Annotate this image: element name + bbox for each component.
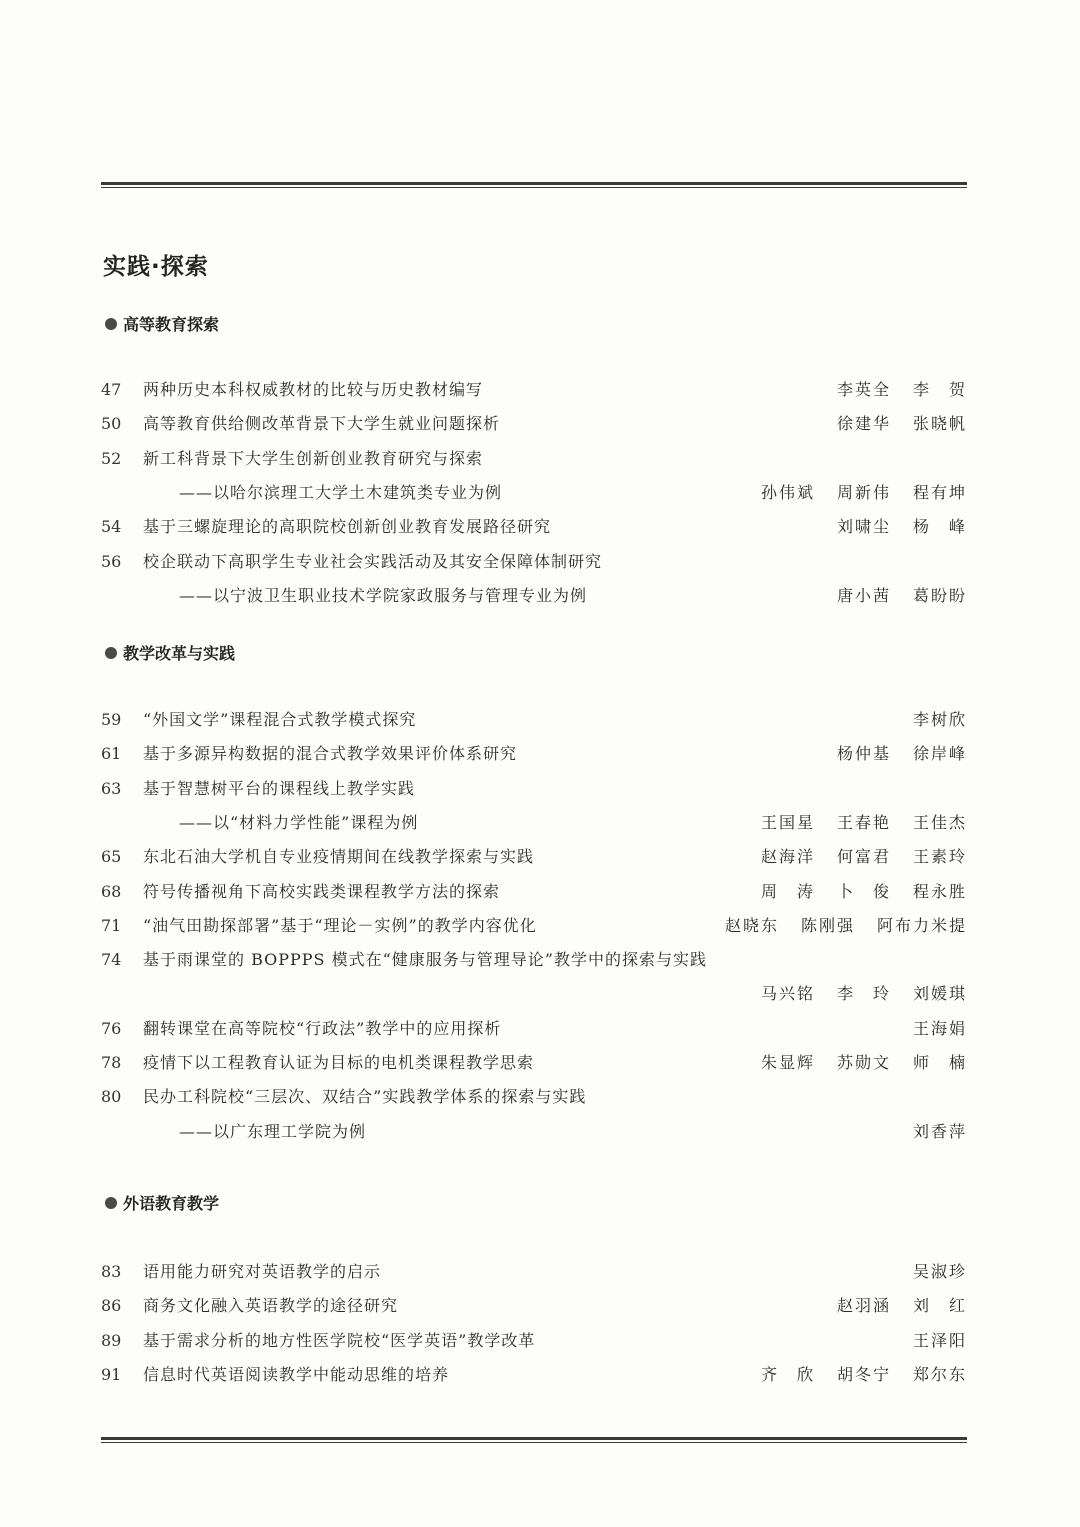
toc-entry[interactable] bbox=[101, 707, 967, 733]
page-number: 71 bbox=[101, 915, 122, 935]
category-heading bbox=[105, 312, 219, 335]
author-name: 刘媛琪 bbox=[912, 984, 967, 1004]
top-rule bbox=[101, 182, 967, 188]
page-number: 80 bbox=[101, 1087, 122, 1107]
page-number: 56 bbox=[101, 551, 122, 571]
toc-entry[interactable] bbox=[101, 1293, 967, 1319]
category-title: 教学改革与实践 bbox=[123, 644, 236, 663]
toc-entry[interactable] bbox=[101, 913, 967, 939]
author-name: 齐 欣 bbox=[760, 1364, 815, 1384]
article-title: 符号传播视角下高校实践类课程教学方法的探索 bbox=[143, 881, 501, 901]
author-list bbox=[837, 1293, 967, 1319]
author-name: 刘 红 bbox=[912, 1296, 967, 1316]
toc-entry[interactable] bbox=[101, 810, 967, 836]
author-list bbox=[913, 1016, 967, 1042]
section-title: 实践·探索 bbox=[103, 254, 209, 280]
toc-entry[interactable] bbox=[101, 480, 967, 506]
page-number: 63 bbox=[101, 778, 122, 798]
page-number: 47 bbox=[101, 380, 122, 399]
author-name: 周 涛 bbox=[760, 881, 815, 901]
author-name: 徐建华 bbox=[836, 414, 891, 434]
toc-entry[interactable] bbox=[101, 411, 967, 437]
toc-entry[interactable] bbox=[101, 1016, 967, 1042]
page-number: 76 bbox=[101, 1018, 122, 1038]
author-name: 赵晓东 bbox=[724, 915, 779, 935]
toc-entry[interactable] bbox=[101, 1259, 967, 1285]
article-title: 基于智慧树平台的课程线上教学实践 bbox=[143, 778, 416, 798]
author-name: 唐小茜 bbox=[836, 585, 891, 605]
toc-entry[interactable] bbox=[101, 844, 967, 870]
author-list bbox=[913, 1119, 967, 1145]
article-title: 信息时代英语阅读教学中能动思维的培养 bbox=[143, 1364, 450, 1384]
author-name: 周新伟 bbox=[836, 482, 891, 502]
author-list bbox=[837, 377, 967, 403]
author-name: 刘香萍 bbox=[912, 1121, 967, 1141]
page-number: 65 bbox=[101, 847, 122, 867]
article-subtitle: ——以哈尔滨理工大学土木建筑类专业为例 bbox=[179, 482, 503, 502]
article-title: 东北石油大学机自专业疫情期间在线教学探索与实践 bbox=[143, 847, 535, 867]
article-title: “油气田勘探部署”基于“理论－实例”的教学内容优化 bbox=[143, 915, 537, 935]
page-number: 54 bbox=[101, 517, 122, 537]
author-list bbox=[837, 741, 967, 767]
author-list bbox=[761, 879, 967, 905]
article-title: 两种历史本科权威教材的比较与历史教材编写 bbox=[143, 380, 484, 399]
author-name: 王国星 bbox=[760, 812, 815, 832]
author-list bbox=[761, 1362, 967, 1388]
author-list bbox=[913, 1328, 967, 1354]
author-name: 郑尔东 bbox=[912, 1364, 967, 1384]
author-list bbox=[837, 514, 967, 540]
toc-entry[interactable] bbox=[101, 1050, 967, 1076]
page-number: 59 bbox=[101, 710, 122, 729]
author-list bbox=[913, 1259, 967, 1285]
article-title: 基于三螺旋理论的高职院校创新创业教育发展路径研究 bbox=[143, 517, 552, 537]
toc-entry[interactable] bbox=[101, 377, 967, 403]
article-title: 疫情下以工程教育认证为目标的电机类课程教学思索 bbox=[143, 1053, 535, 1072]
author-name: 胡冬宁 bbox=[836, 1364, 891, 1384]
author-name: 杨 峰 bbox=[912, 517, 967, 537]
author-list bbox=[913, 707, 967, 733]
author-name: 张晓帆 bbox=[912, 414, 967, 434]
toc-entry[interactable] bbox=[101, 1084, 967, 1110]
author-name: 师 楠 bbox=[912, 1053, 967, 1072]
author-name: 马兴铭 bbox=[760, 984, 815, 1004]
toc-entry[interactable] bbox=[101, 741, 967, 767]
author-name: 孙伟斌 bbox=[760, 482, 815, 502]
article-title: 基于需求分析的地方性医学院校“医学英语”教学改革 bbox=[143, 1330, 536, 1350]
page-number: 61 bbox=[101, 744, 122, 764]
author-name: 赵海洋 bbox=[760, 847, 815, 867]
article-title: 高等教育供给侧改革背景下大学生就业问题探析 bbox=[143, 414, 501, 434]
article-subtitle: ——以广东理工学院为例 bbox=[179, 1121, 367, 1141]
author-name: 何富君 bbox=[836, 847, 891, 867]
author-name: 卜 俊 bbox=[836, 881, 891, 901]
author-list bbox=[761, 1050, 967, 1076]
toc-entry[interactable] bbox=[101, 446, 967, 472]
author-list bbox=[725, 913, 967, 939]
article-subtitle: ——以宁波卫生职业技术学院家政服务与管理专业为例 bbox=[179, 585, 588, 605]
toc-entry[interactable] bbox=[101, 1119, 967, 1145]
author-name: 李英全 bbox=[836, 380, 891, 399]
page-number: 74 bbox=[101, 950, 122, 970]
bottom-rule bbox=[101, 1437, 967, 1443]
bullet-icon bbox=[105, 318, 117, 330]
author-name: 李 玲 bbox=[836, 984, 891, 1004]
toc-entry[interactable] bbox=[101, 776, 967, 802]
article-title: 基于雨课堂的 BOPPPS 模式在“健康服务与管理导论”教学中的探索与实践 bbox=[143, 950, 707, 970]
author-name: 赵羽涵 bbox=[836, 1296, 891, 1316]
author-name: 刘啸尘 bbox=[836, 517, 891, 537]
toc-entry[interactable] bbox=[101, 583, 967, 609]
page-number: 83 bbox=[101, 1262, 122, 1281]
category-heading bbox=[105, 1191, 219, 1214]
article-subtitle: ——以“材料力学性能”课程为例 bbox=[179, 812, 419, 832]
page-number: 68 bbox=[101, 881, 122, 901]
category-title: 高等教育探索 bbox=[123, 315, 220, 334]
author-name: 陈刚强 bbox=[800, 915, 855, 935]
author-name: 阿布力米提 bbox=[876, 915, 967, 935]
toc-entry[interactable] bbox=[101, 1328, 967, 1354]
author-name: 王春艳 bbox=[836, 812, 891, 832]
category-title: 外语教育教学 bbox=[123, 1194, 220, 1213]
author-name: 王泽阳 bbox=[912, 1330, 967, 1350]
article-title: 商务文化融入英语教学的途径研究 bbox=[143, 1296, 399, 1316]
page-number: 78 bbox=[101, 1053, 122, 1072]
author-list bbox=[837, 411, 967, 437]
author-list bbox=[761, 810, 967, 836]
article-title: 语用能力研究对英语教学的启示 bbox=[143, 1262, 382, 1281]
toc-entry[interactable] bbox=[101, 981, 967, 1007]
author-name: 王佳杰 bbox=[912, 812, 967, 832]
page-number: 52 bbox=[101, 448, 122, 468]
author-name: 徐岸峰 bbox=[912, 744, 967, 764]
author-list bbox=[761, 844, 967, 870]
bullet-icon bbox=[105, 647, 117, 659]
page-number: 91 bbox=[101, 1364, 122, 1384]
article-title: 民办工科院校“三层次、双结合”实践教学体系的探索与实践 bbox=[143, 1087, 587, 1107]
page-number: 50 bbox=[101, 414, 122, 434]
toc-entry[interactable] bbox=[101, 549, 967, 575]
author-name: 苏勋文 bbox=[836, 1053, 891, 1072]
toc-entry[interactable] bbox=[101, 947, 967, 973]
article-title: 基于多源异构数据的混合式教学效果评价体系研究 bbox=[143, 744, 518, 764]
author-name: 王海娟 bbox=[912, 1018, 967, 1038]
author-list bbox=[761, 981, 967, 1007]
toc-entry[interactable] bbox=[101, 1362, 967, 1388]
category-heading bbox=[105, 641, 235, 664]
article-title: 翻转课堂在高等院校“行政法”教学中的应用探析 bbox=[143, 1018, 502, 1038]
author-list bbox=[761, 480, 967, 506]
toc-entry[interactable] bbox=[101, 879, 967, 905]
article-title: “外国文学”课程混合式教学模式探究 bbox=[143, 710, 417, 729]
author-name: 程有坤 bbox=[912, 482, 967, 502]
article-title: 校企联动下高职学生专业社会实践活动及其安全保障体制研究 bbox=[143, 551, 603, 571]
page-number: 86 bbox=[101, 1296, 122, 1316]
author-name: 吴淑珍 bbox=[912, 1262, 967, 1281]
author-name: 王素玲 bbox=[912, 847, 967, 867]
author-list bbox=[837, 583, 967, 609]
bullet-icon bbox=[105, 1197, 117, 1209]
author-name: 葛盼盼 bbox=[912, 585, 967, 605]
page-number: 89 bbox=[101, 1330, 122, 1350]
author-name: 李树欣 bbox=[912, 710, 967, 729]
author-name: 杨仲基 bbox=[836, 744, 891, 764]
author-name: 李 贺 bbox=[912, 380, 967, 399]
toc-entry[interactable] bbox=[101, 514, 967, 540]
author-name: 程永胜 bbox=[912, 881, 967, 901]
article-title: 新工科背景下大学生创新创业教育研究与探索 bbox=[143, 448, 484, 468]
author-name: 朱显辉 bbox=[760, 1053, 815, 1072]
